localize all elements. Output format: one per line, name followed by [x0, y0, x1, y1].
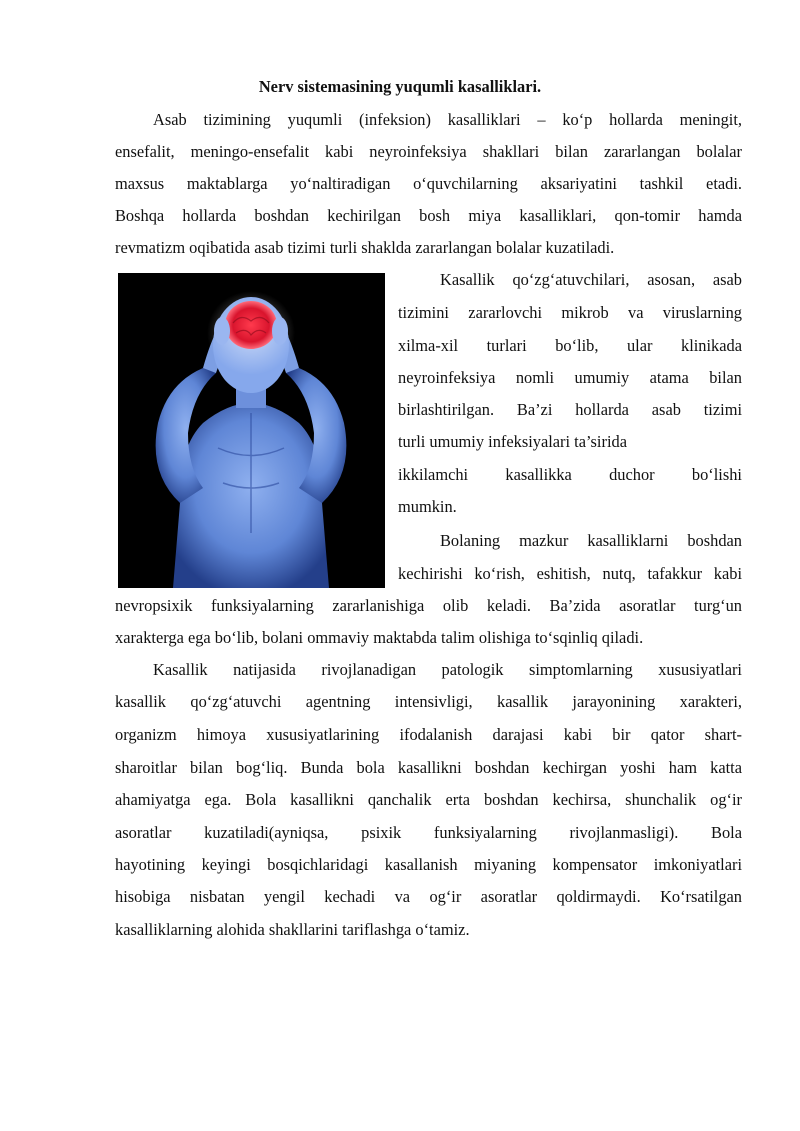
para4-line-8: hisobiga nisbatan yengil kechadi va ogʻir asoratlar qoldirmaydi. Koʻrsatilgan [115, 887, 742, 906]
para2-line-7: ikkilamchi kasallikka duchor boʻlishi [398, 465, 742, 484]
para4-line-9: kasalliklarning alohida shakllarini tariflashga oʻtamiz. [115, 920, 470, 939]
human-body-headache-illustration-icon [118, 273, 385, 588]
para3-line-3: nevropsixik funksiyalarning zararlanishiga olib keladi. Ba’zida asoratlar turgʻun [115, 596, 742, 615]
para2-line-4: neyroinfeksiya nomli umumiy atama bilan [398, 368, 742, 387]
para3-line-4: xarakterga ega boʻlib, bolani ommaviy maktabda talim olishiga toʻsqinliq qiladi. [115, 628, 644, 647]
para1-line-2: ensefalit, meningo-ensefalit kabi neyroinfeksiya shakllari bilan zararlangan bolalar [115, 142, 742, 161]
para1-line-3: maxsus maktablarga yoʻnaltiradigan oʻquvchilarning aksariyatini tashkil etadi. [115, 174, 742, 193]
para2-line-8: mumkin. [398, 497, 457, 516]
para4-line-4: sharoitlar bilan bogʻliq. Bunda bola kasallikni boshdan kechirgan yoshi ham katta [115, 758, 742, 777]
figure-image [118, 273, 385, 588]
para4-line-3: organizm himoya xususiyatlarining ifodalanish darajasi kabi bir qator shart- [115, 725, 742, 744]
para3-line-2: kechirishi koʻrish, eshitish, nutq, tafakkur kabi [398, 564, 742, 583]
para2-line-5: birlashtirilgan. Ba’zi hollarda asab tizimi [398, 400, 742, 419]
para2-line-2: tizimini zararlovchi mikrob va viruslarning [398, 303, 742, 322]
para2-line-1: Kasallik qoʻzgʻatuvchilari, asosan, asab [440, 270, 742, 289]
para4-line-6: asoratlar kuzatiladi(ayniqsa, psixik funksiyalarning rivojlanmasligi). Bola [115, 823, 742, 842]
para1-line-5: revmatizm oqibatida asab tizimi turli shaklda zararlangan bolalar kuzatiladi. [115, 238, 615, 257]
para3-line-1: Bolaning mazkur kasalliklarni boshdan [440, 531, 742, 550]
para4-line-7: hayotining keyingi bosqichlaridagi kasallanish miyaning kompensator imkoniyatlari [115, 855, 742, 874]
para4-line-1: Kasallik natijasida rivojlanadigan patologik simptomlarning xususiyatlari [153, 660, 742, 679]
para1-line-1: Asab tizimining yuqumli (infeksion) kasalliklari – koʻp hollarda meningit, [153, 110, 742, 129]
para4-line-5: ahamiyatga ega. Bola kasallikni qanchalik erta boshdan kechirsa, shunchalik ogʻir [115, 790, 742, 809]
para2-line-3: xilma-xil turlari boʻlib, ular klinikada [398, 336, 742, 355]
para1-line-4: Boshqa hollarda boshdan kechirilgan bosh miya kasalliklari, qon-tomir hamda [115, 206, 742, 225]
para2-line-6: turli umumiy infeksiyalari ta’sirida [398, 432, 627, 451]
para4-line-2: kasallik qoʻzgʻatuvchi agentning intensivligi, kasallik jarayonining xarakteri, [115, 692, 742, 711]
page-title: Nerv sistemasining yuqumli kasalliklari. [258, 77, 542, 96]
